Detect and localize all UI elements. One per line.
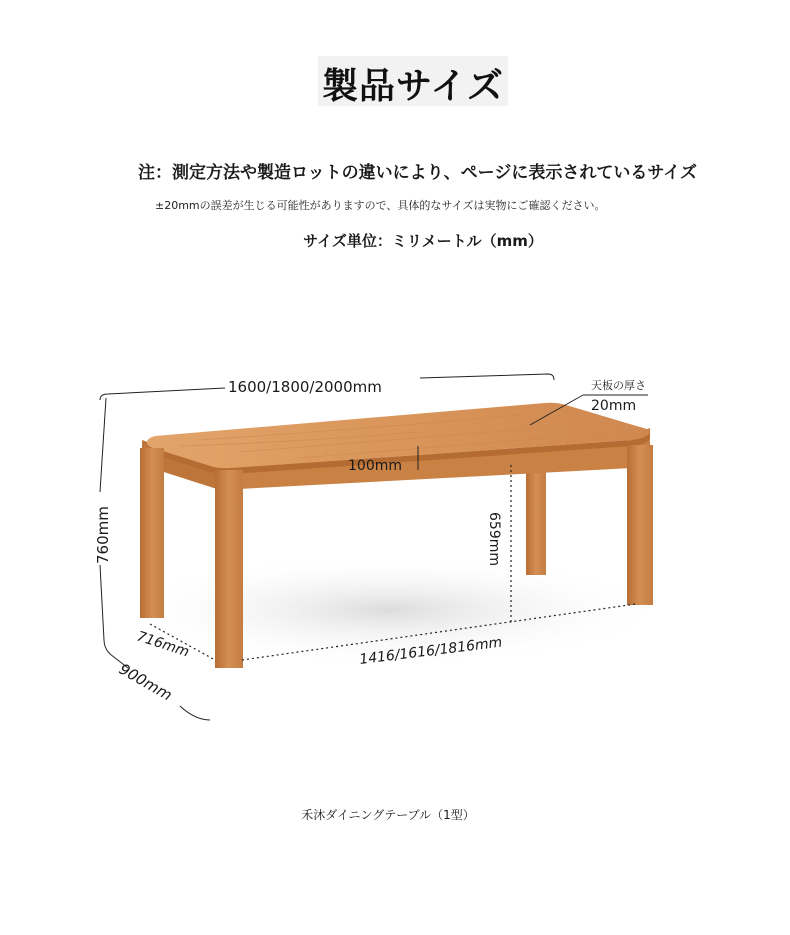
unit-label: サイズ単位：ミリメートル（mm） (303, 232, 543, 250)
top-thickness-value: 20mm (591, 398, 637, 414)
front-right-leg (627, 445, 653, 605)
apron-height-label: 100mm (348, 458, 402, 474)
page-title: 製品サイズ (321, 66, 505, 107)
inner-length-label: 1416/1616/1816mm (358, 634, 504, 668)
total-height-label: 760mm (94, 506, 112, 564)
left-side-leg (140, 448, 164, 618)
length-label: 1600/1800/2000mm (228, 378, 382, 396)
inner-width-label: 716mm (134, 628, 192, 661)
top-thickness-label: 天板の厚さ (591, 379, 646, 392)
front-left-leg (215, 470, 243, 668)
depth-label: 900mm (116, 659, 176, 705)
product-caption: 禾沐ダイニングテーブル（1型） (301, 808, 475, 822)
note-line-2: ±20mmの誤差が生じる可能性がありますので、具体的なサイズは実物にご確認ください。 (155, 199, 606, 212)
clearance-height-label: 659mm (486, 512, 502, 566)
note-line-1: 注：測定方法や製造ロットの違いにより、ページに表示されているサイズ (138, 163, 697, 183)
